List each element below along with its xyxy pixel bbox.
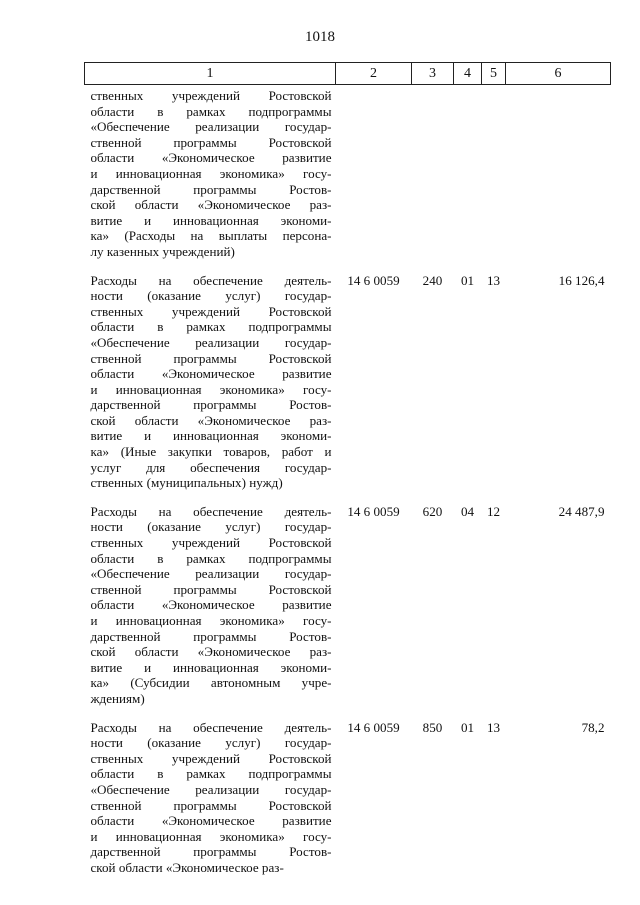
row-description — [85, 85, 336, 270]
description-line: области «Экономическое развитие — [90, 150, 332, 166]
description-line: и инновационная экономика» госу- — [90, 613, 332, 628]
description-line: ности (оказание услуг) государ- — [90, 735, 332, 751]
table-row — [85, 270, 611, 501]
description-line: ской области «Экономическое раз- — [90, 644, 332, 660]
table-body — [85, 85, 611, 886]
description-line: области «Экономическое развитие — [90, 813, 332, 829]
description-line: ждениям) — [90, 690, 145, 706]
description-line: ственной программы Ростовской — [90, 350, 332, 366]
description-line: ности (оказание услуг) государ- — [90, 288, 332, 304]
description-line: области «Экономическое развитие — [90, 366, 332, 382]
expense-type-code — [412, 85, 454, 270]
description-line: «Обеспечение реализации государ- — [90, 334, 332, 350]
amount: 24 487,9 — [558, 503, 605, 519]
amount: 78,2 — [581, 719, 605, 735]
description-line: витие и инновационная экономи- — [90, 212, 332, 228]
description-line: и инновационная экономика» госу- — [90, 165, 332, 181]
budget-table — [84, 62, 611, 886]
column-header-1: 1 — [85, 63, 336, 85]
row-description — [85, 270, 336, 501]
table-row — [85, 717, 611, 886]
description-line: и инновационная экономика» госу- — [90, 828, 332, 844]
section-code: 01 — [460, 719, 475, 735]
amount — [506, 85, 611, 270]
description-line: области в рамках подпрограммы — [90, 103, 332, 119]
description-line: витие и инновационная экономи- — [90, 659, 332, 675]
subsection-code: 13 — [486, 272, 501, 288]
subsection-code: 13 — [486, 719, 501, 735]
description-line: Расходы на обеспечение деятель- — [90, 503, 332, 519]
description-line: ка» (Расходы на выплаты персона- — [90, 228, 332, 244]
description-line: ственных (муниципальных) нужд) — [90, 475, 283, 491]
column-header-6: 6 — [506, 63, 611, 85]
row-description — [85, 717, 336, 886]
target-article-code: 14 6 0059 — [347, 272, 400, 288]
section-code: 01 — [460, 272, 475, 288]
description-line: ской области «Экономическое раз- — [90, 412, 332, 428]
row-description — [85, 501, 336, 717]
description-line: ственных учреждений Ростовской — [90, 303, 332, 319]
description-line: ской области «Экономическое раз- — [90, 859, 284, 875]
section-code: 04 — [460, 503, 475, 519]
description-line: ности (оказание услуг) государ- — [90, 519, 332, 535]
description-line: дарственной программы Ростов- — [90, 628, 332, 644]
description-line: ской области «Экономическое раз- — [90, 197, 332, 213]
description-line: ственной программы Ростовской — [90, 581, 332, 597]
description-line: и инновационная экономика» госу- — [90, 381, 332, 397]
expense-type-code: 620 — [422, 503, 443, 519]
description-line: услуг для обеспечения государ- — [90, 459, 332, 475]
description-line: Расходы на обеспечение деятель- — [90, 272, 332, 288]
description-line: области в рамках подпрограммы — [90, 319, 332, 335]
description-line: ственных учреждений Ростовской — [90, 750, 332, 766]
description-line: Расходы на обеспечение деятель- — [90, 719, 332, 735]
expense-type-code: 850 — [422, 719, 443, 735]
description-line: ственной программы Ростовской — [90, 134, 332, 150]
description-line: лу казенных учреждений) — [90, 243, 235, 259]
description-line: «Обеспечение реализации государ- — [90, 119, 332, 135]
description-line: дарственной программы Ростов- — [90, 397, 332, 413]
expense-type-code: 240 — [422, 272, 443, 288]
description-line: ственной программы Ростовской — [90, 797, 332, 813]
amount: 16 126,4 — [558, 272, 605, 288]
target-article-code: 14 6 0059 — [347, 719, 400, 735]
description-line: дарственной программы Ростов- — [90, 844, 332, 860]
target-article-code — [336, 85, 412, 270]
description-line: дарственной программы Ростов- — [90, 181, 332, 197]
subsection-code: 12 — [486, 503, 501, 519]
column-header-3: 3 — [412, 63, 454, 85]
page-number: 1018 — [305, 29, 335, 45]
description-line: «Обеспечение реализации государ- — [90, 566, 332, 582]
subsection-code — [482, 85, 506, 270]
description-line: ка» (Иные закупки товаров, работ и — [90, 444, 332, 460]
description-line: области в рамках подпрограммы — [90, 766, 332, 782]
table-row — [85, 85, 611, 270]
target-article-code: 14 6 0059 — [347, 503, 400, 519]
description-line: ственных учреждений Ростовской — [90, 535, 332, 551]
description-line: области «Экономическое развитие — [90, 597, 332, 613]
column-header-4: 4 — [454, 63, 482, 85]
description-line: витие и инновационная экономи- — [90, 428, 332, 444]
column-header-5: 5 — [482, 63, 506, 85]
description-line: ка» (Субсидии автономным учре- — [90, 675, 332, 691]
section-code — [454, 85, 482, 270]
column-header-2: 2 — [336, 63, 412, 85]
table-row — [85, 501, 611, 717]
table-header — [85, 63, 611, 85]
description-line: области в рамках подпрограммы — [90, 550, 332, 566]
description-line: «Обеспечение реализации государ- — [90, 781, 332, 797]
description-line: ственных учреждений Ростовской — [90, 88, 332, 103]
